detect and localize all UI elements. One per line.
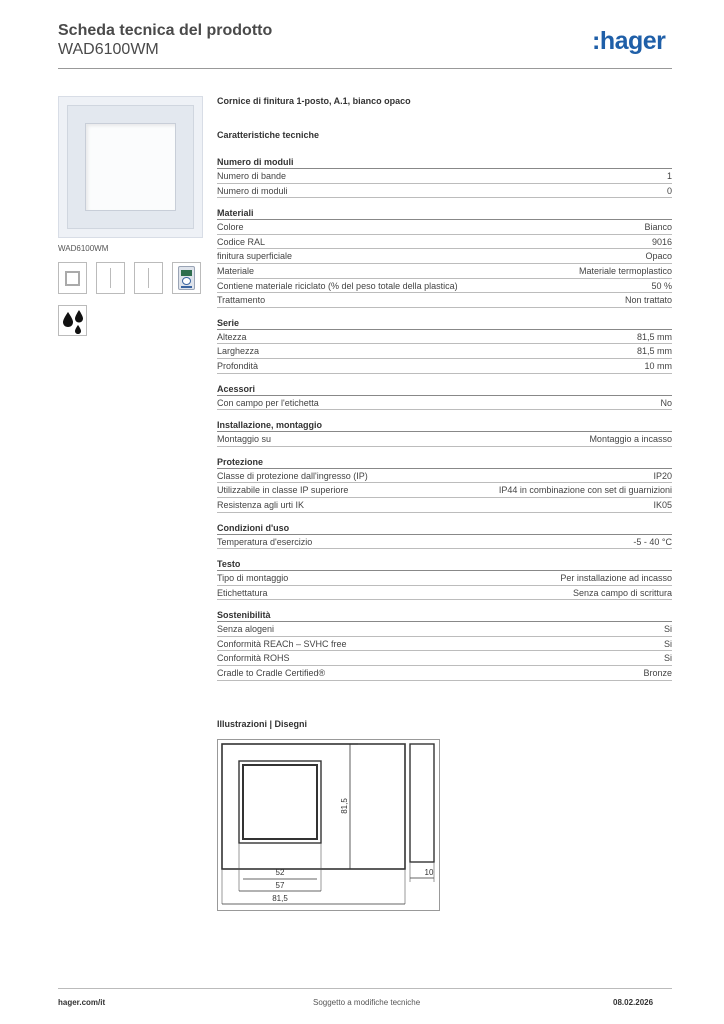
spec-group bbox=[217, 207, 672, 308]
spec-value: Opaco bbox=[645, 251, 672, 262]
spec-row bbox=[217, 359, 672, 374]
drawing-side-profile bbox=[410, 744, 434, 862]
thumbnail-side-2[interactable] bbox=[134, 262, 163, 294]
spec-row bbox=[217, 432, 672, 447]
spec-row bbox=[217, 498, 672, 513]
spec-label: Conformità ROHS bbox=[217, 653, 290, 664]
spec-group-title: Numero di moduli bbox=[217, 156, 672, 169]
spec-value: Si bbox=[663, 638, 672, 649]
spec-group bbox=[217, 156, 672, 198]
spec-group bbox=[217, 456, 672, 513]
spec-label: Profondità bbox=[217, 360, 259, 371]
spec-value: 81,5 mm bbox=[636, 331, 672, 342]
spec-label: Numero di bande bbox=[217, 171, 287, 181]
spec-value: Non trattato bbox=[624, 295, 672, 306]
spec-group bbox=[217, 419, 672, 447]
dim-label-inner: 52 bbox=[275, 868, 285, 877]
spec-label: Classe di protezione dall'ingresso (IP) bbox=[217, 470, 368, 481]
side-line-icon bbox=[110, 268, 111, 288]
page-header bbox=[58, 22, 272, 59]
spec-value: Bianco bbox=[644, 222, 672, 233]
spec-table bbox=[217, 156, 672, 690]
spec-row bbox=[217, 637, 672, 652]
spec-row bbox=[217, 249, 672, 264]
spec-value: Si bbox=[663, 653, 672, 664]
spec-row bbox=[217, 666, 672, 681]
spec-label: Materiale bbox=[217, 265, 255, 276]
thumbnail-side[interactable] bbox=[96, 262, 125, 294]
footer-divider bbox=[58, 988, 672, 989]
spec-value: Senza campo di scrittura bbox=[572, 587, 672, 598]
spec-label: Montaggio su bbox=[217, 434, 272, 445]
spec-value: Bronze bbox=[643, 668, 672, 679]
spec-row bbox=[217, 483, 672, 498]
footer-date: 08.02.2026 bbox=[613, 998, 654, 1007]
spec-value: 10 mm bbox=[644, 360, 672, 371]
spec-value: 9016 bbox=[651, 236, 672, 247]
spec-group bbox=[217, 317, 672, 374]
drawing-middle-frame bbox=[239, 761, 321, 843]
spec-label: Temperatura d'esercizio bbox=[217, 536, 313, 547]
spec-group-title: Materiali bbox=[217, 207, 672, 220]
spec-label: Conformità REACh – SVHC free bbox=[217, 638, 347, 649]
spec-label: Colore bbox=[217, 222, 244, 233]
spec-group-title: Acessori bbox=[217, 383, 672, 396]
dim-label-outer: 81,5 bbox=[272, 894, 288, 903]
hager-logo: :hager bbox=[592, 27, 666, 55]
certification-badge-icon bbox=[178, 266, 195, 290]
side-line-icon bbox=[148, 268, 149, 288]
spec-value: No bbox=[660, 397, 672, 408]
frame-opening bbox=[85, 123, 176, 211]
header-divider bbox=[58, 68, 672, 69]
ip-rating-box bbox=[58, 305, 87, 336]
drawing-outer-frame bbox=[222, 744, 405, 869]
spec-row bbox=[217, 396, 672, 411]
thumbnail-certification[interactable] bbox=[172, 262, 201, 294]
footer-note: Soggetto a modifiche tecniche bbox=[313, 998, 421, 1007]
spec-row bbox=[217, 469, 672, 484]
spec-group-title: Condizioni d'uso bbox=[217, 522, 672, 535]
spec-label: Larghezza bbox=[217, 346, 260, 357]
page-title: Scheda tecnica del prodotto bbox=[58, 22, 273, 39]
spec-row bbox=[217, 279, 672, 294]
spec-label: Resistenza agli urti IK bbox=[217, 499, 305, 510]
spec-label: Senza alogeni bbox=[217, 624, 275, 635]
product-description: Cornice di finitura 1-posto, A.1, bianco opaco bbox=[217, 96, 411, 106]
spec-row bbox=[217, 330, 672, 345]
spec-row bbox=[217, 169, 672, 184]
spec-row bbox=[217, 184, 672, 199]
footer-website-link[interactable]: hager.com/it bbox=[58, 998, 106, 1007]
product-photo bbox=[58, 96, 203, 238]
spec-label: Codice RAL bbox=[217, 236, 266, 247]
spec-row bbox=[217, 235, 672, 250]
thumbnail-front[interactable] bbox=[58, 262, 87, 294]
spec-group-title: Serie bbox=[217, 317, 672, 330]
spec-label: Altezza bbox=[217, 331, 247, 342]
spec-group bbox=[217, 558, 672, 600]
spec-row bbox=[217, 535, 672, 550]
spec-group-title: Testo bbox=[217, 558, 672, 571]
spec-value: Per installazione ad incasso bbox=[560, 573, 672, 584]
spec-label: Utilizzabile in classe IP superiore bbox=[217, 485, 349, 496]
spec-label: Trattamento bbox=[217, 295, 266, 306]
spec-value: 0 bbox=[666, 185, 672, 196]
spec-value: IK05 bbox=[653, 499, 672, 510]
spec-row bbox=[217, 651, 672, 666]
technical-drawing bbox=[217, 739, 440, 911]
drawing-inner-opening bbox=[243, 765, 317, 839]
spec-row bbox=[217, 622, 672, 637]
spec-label: Con campo per l'etichetta bbox=[217, 397, 319, 408]
spec-value: 81,5 mm bbox=[636, 346, 672, 357]
spec-label: Contiene materiale riciclato (% del peso totale della plastica) bbox=[217, 280, 458, 291]
spec-label: Cradle to Cradle Certified® bbox=[217, 668, 326, 679]
water-drops-icon bbox=[59, 306, 88, 337]
spec-label: finitura superficiale bbox=[217, 251, 293, 262]
spec-group-title: Protezione bbox=[217, 456, 672, 469]
spec-row bbox=[217, 264, 672, 279]
photo-caption: WAD6100WM bbox=[58, 244, 109, 253]
dim-label-depth: 10 bbox=[424, 868, 434, 877]
spec-row bbox=[217, 586, 672, 601]
frame-square-icon bbox=[65, 271, 80, 286]
spec-group-title: Sostenibilità bbox=[217, 609, 672, 622]
spec-group bbox=[217, 522, 672, 550]
spec-value: Si bbox=[663, 624, 672, 635]
spec-value: 1 bbox=[666, 171, 672, 181]
spec-row bbox=[217, 344, 672, 359]
spec-group bbox=[217, 609, 672, 680]
spec-group bbox=[217, 383, 672, 411]
spec-value: Materiale termoplastico bbox=[578, 265, 672, 276]
spec-label: Numero di moduli bbox=[217, 185, 288, 196]
spec-value: 50 % bbox=[651, 280, 672, 291]
frame-image bbox=[67, 105, 194, 229]
spec-value: -5 - 40 °C bbox=[633, 536, 672, 547]
spec-group-title: Installazione, montaggio bbox=[217, 419, 672, 432]
product-code: WAD6100WM bbox=[58, 41, 159, 58]
dim-label-height: 81,5 bbox=[340, 798, 349, 814]
specs-heading: Caratteristiche tecniche bbox=[217, 130, 320, 140]
spec-row bbox=[217, 293, 672, 308]
illustrations-title: Illustrazioni | Disegni bbox=[217, 719, 308, 729]
spec-label: Etichettatura bbox=[217, 587, 268, 598]
dim-label-middle: 57 bbox=[275, 881, 285, 890]
spec-row bbox=[217, 571, 672, 586]
spec-label: Tipo di montaggio bbox=[217, 573, 289, 584]
spec-value: IP44 in combinazione con set di guarnizioni bbox=[498, 485, 672, 496]
spec-value: IP20 bbox=[653, 470, 672, 481]
spec-value: Montaggio a incasso bbox=[589, 434, 672, 445]
spec-row bbox=[217, 220, 672, 235]
